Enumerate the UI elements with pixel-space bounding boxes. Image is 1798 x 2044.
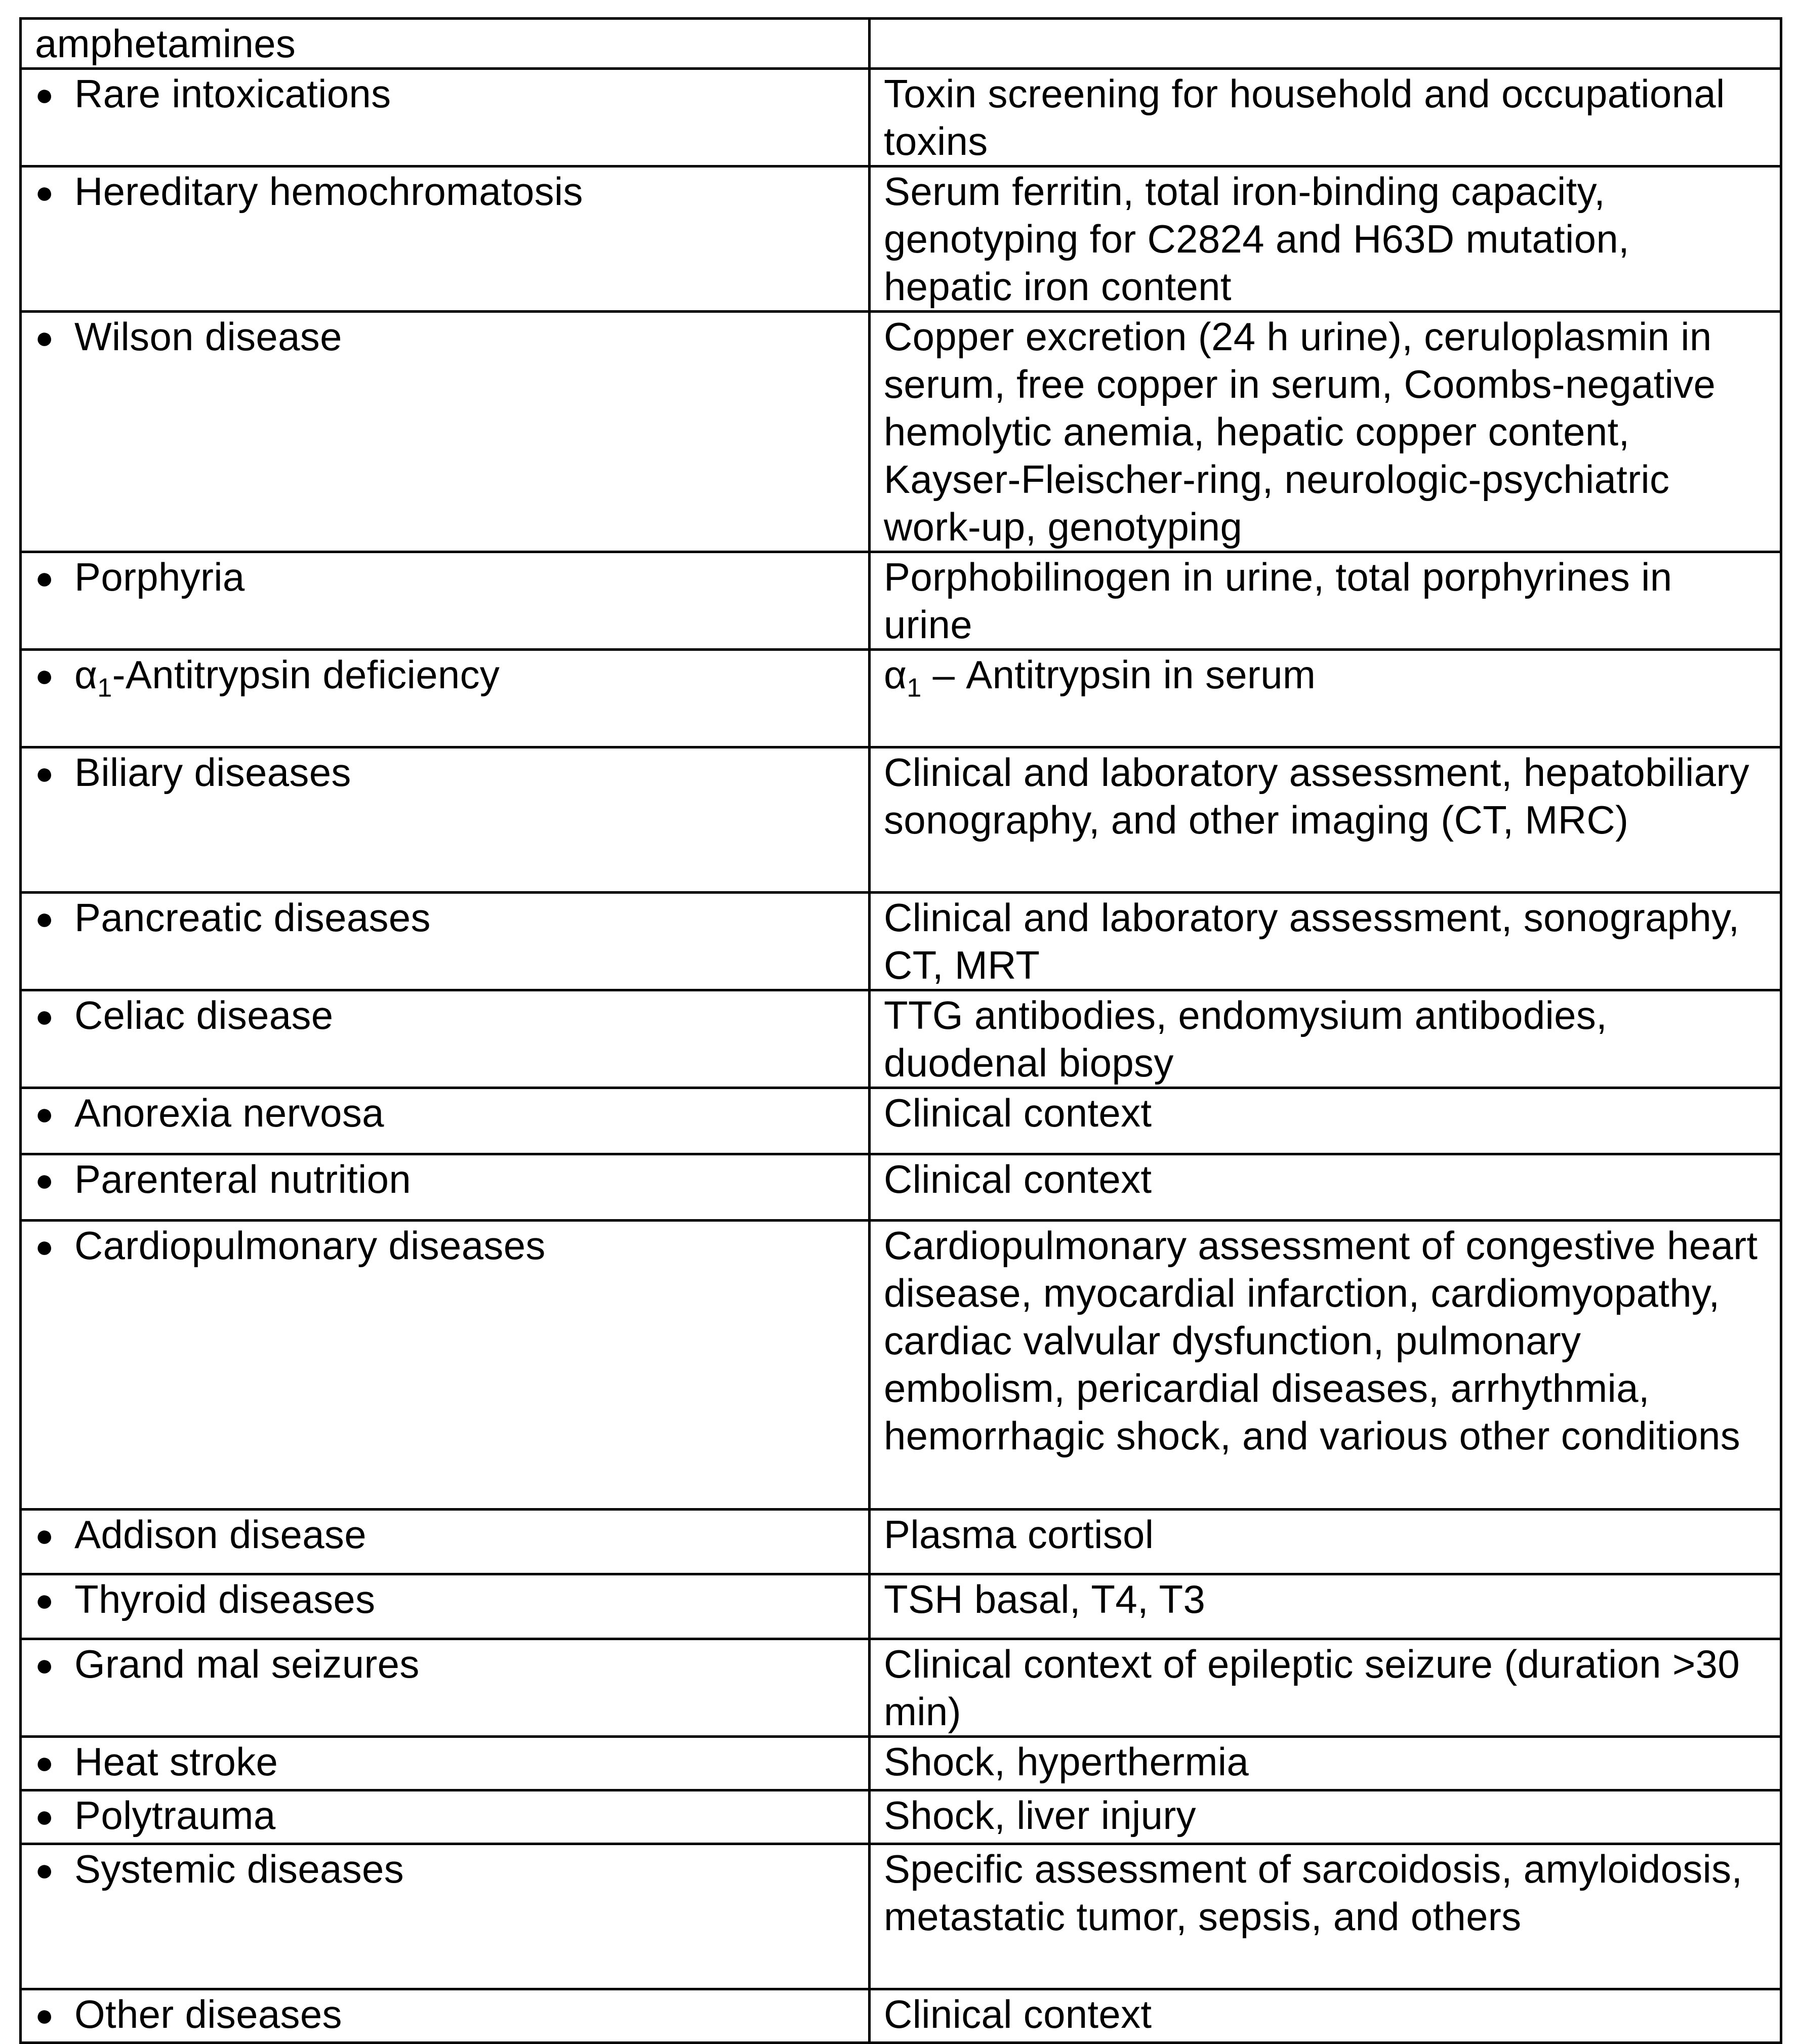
workup-text: – Antitrypsin in serum	[921, 652, 1316, 697]
table-cell-workup	[870, 1221, 1781, 1510]
condition-label: Addison disease	[74, 1512, 366, 1557]
condition-label: Heat stroke	[74, 1739, 278, 1784]
bullet-icon	[35, 168, 74, 219]
table-cell-condition	[21, 1088, 870, 1154]
condition-label: Porphyria	[74, 555, 245, 599]
table-cell-workup	[870, 166, 1781, 312]
table-cell-condition	[21, 552, 870, 650]
alpha-symbol: α	[884, 652, 907, 697]
diagnostic-table	[19, 17, 1782, 2044]
bullet-icon	[35, 1511, 74, 1562]
workup-text: TTG antibodies, endomysium antibodies, duodenal biopsy	[884, 993, 1608, 1085]
condition-label: Systemic diseases	[74, 1847, 404, 1891]
bullet-icon	[35, 1222, 74, 1273]
table-cell-workup	[870, 990, 1781, 1088]
table-row	[21, 1639, 1781, 1737]
table-cell-workup	[870, 893, 1781, 990]
workup-text: Clinical and laboratory assessment, hepatobiliary sonography, and other imaging (CT, MRC)	[884, 750, 1749, 842]
table-cell-workup	[870, 747, 1781, 893]
workup-text: Clinical context of epileptic seizure (duration >30 min)	[884, 1642, 1740, 1734]
table-row	[21, 1844, 1781, 1989]
table-row	[21, 1510, 1781, 1574]
bullet-icon	[35, 1575, 74, 1626]
table-row	[21, 19, 1781, 69]
table-row	[21, 893, 1781, 990]
table-cell-condition	[21, 1221, 870, 1510]
table-row	[21, 312, 1781, 552]
condition-label: Pancreatic diseases	[74, 895, 431, 940]
condition-label: Thyroid diseases	[74, 1577, 376, 1621]
table-cell-workup	[870, 1574, 1781, 1639]
bullet-icon	[35, 1640, 74, 1691]
table-cell-condition	[21, 1510, 870, 1574]
bullet-icon	[35, 1089, 74, 1140]
workup-text: Clinical context	[884, 1992, 1152, 2036]
table-cell-workup	[870, 650, 1781, 747]
condition-label: Celiac disease	[74, 993, 334, 1037]
table-cell-condition	[21, 1574, 870, 1639]
bullet-icon	[35, 748, 74, 800]
table-cell-condition	[21, 893, 870, 990]
table-cell-condition	[21, 990, 870, 1088]
subscript-one: 1	[907, 673, 922, 703]
workup-text: Specific assessment of sarcoidosis, amyloidosis, metastatic tumor, sepsis, and others	[884, 1847, 1743, 1939]
bullet-icon	[35, 313, 74, 364]
bullet-icon	[35, 1738, 74, 1789]
bullet-icon	[35, 1791, 74, 1843]
table-cell-workup	[870, 1989, 1781, 2043]
condition-label: Anorexia nervosa	[74, 1091, 384, 1135]
workup-text: Cardiopulmonary assessment of congestive heart disease, myocardial infarction, cardiomyopathy, cardiac valvular dysfunction, pulmonary embolism, pericardial diseases, arrhythmia, hemorrhagic shock, and various other conditions	[884, 1223, 1758, 1458]
workup-text: Clinical context	[884, 1091, 1152, 1135]
table-cell-workup	[870, 1844, 1781, 1989]
table-row	[21, 747, 1781, 893]
workup-text: Plasma cortisol	[884, 1512, 1154, 1557]
condition-label: Hereditary hemochromatosis	[74, 169, 583, 214]
condition-label: Biliary diseases	[74, 750, 351, 795]
workup-text: Clinical context	[884, 1157, 1152, 1201]
table-cell-condition	[21, 1639, 870, 1737]
table-row	[21, 1088, 1781, 1154]
condition-label: Other diseases	[74, 1992, 342, 2036]
alpha-symbol: α	[74, 652, 98, 697]
table-row	[21, 166, 1781, 312]
table-cell-workup	[870, 69, 1781, 166]
condition-label: Polytrauma	[74, 1793, 276, 1838]
table-cell-condition	[21, 69, 870, 166]
workup-text: Copper excretion (24 h urine), ceruloplasmin in serum, free copper in serum, Coombs-negative hemolytic anemia, hepatic copper content, Kayser-Fleischer-ring, neurologic-psychiatric work-up, genotyping	[884, 314, 1716, 549]
table-row	[21, 1221, 1781, 1510]
table-cell-condition	[21, 1790, 870, 1844]
condition-label: amphetamines	[35, 21, 296, 66]
condition-label: -Antitrypsin deficiency	[112, 652, 500, 697]
table-cell-condition	[21, 1737, 870, 1790]
condition-label: Cardiopulmonary diseases	[74, 1223, 546, 1268]
table-cell-condition	[21, 312, 870, 552]
workup-text: Toxin screening for household and occupational toxins	[884, 71, 1725, 163]
table-row	[21, 1790, 1781, 1844]
table-row	[21, 1989, 1781, 2043]
table-cell-workup	[870, 1639, 1781, 1737]
workup-text: Shock, hyperthermia	[884, 1739, 1249, 1784]
table-row	[21, 650, 1781, 747]
subscript-one: 1	[97, 673, 112, 703]
bullet-icon	[35, 1155, 74, 1206]
table-cell-condition	[21, 19, 870, 69]
table-cell-condition	[21, 650, 870, 747]
table-cell-workup	[870, 19, 1781, 69]
workup-text: Clinical and laboratory assessment, sonography, CT, MRT	[884, 895, 1740, 987]
bullet-icon	[35, 1845, 74, 1896]
condition-label: Grand mal seizures	[74, 1642, 420, 1686]
table-cell-condition	[21, 747, 870, 893]
table-cell-workup	[870, 1088, 1781, 1154]
table-cell-workup	[870, 1154, 1781, 1221]
table-cell-workup	[870, 1790, 1781, 1844]
workup-text: Serum ferritin, total iron-binding capacity, genotyping for C2824 and H63D mutation, hepatic iron content	[884, 169, 1629, 309]
bullet-icon	[35, 1990, 74, 2041]
table-cell-workup	[870, 1737, 1781, 1790]
table-row	[21, 1154, 1781, 1221]
table-cell-workup	[870, 552, 1781, 650]
workup-text: TSH basal, T4, T3	[884, 1577, 1206, 1621]
table-row	[21, 552, 1781, 650]
table-cell-workup	[870, 312, 1781, 552]
bullet-icon	[35, 894, 74, 945]
workup-text: Porphobilinogen in urine, total porphyrines in urine	[884, 555, 1672, 647]
workup-text: Shock, liver injury	[884, 1793, 1196, 1838]
bullet-icon	[35, 553, 74, 604]
table-cell-condition	[21, 1154, 870, 1221]
table-row	[21, 1737, 1781, 1790]
table-row	[21, 69, 1781, 166]
table-row	[21, 990, 1781, 1088]
table-cell-condition	[21, 1844, 870, 1989]
condition-label: Rare intoxications	[74, 71, 391, 116]
bullet-icon	[35, 651, 74, 702]
bullet-icon	[35, 991, 74, 1042]
table-row	[21, 1574, 1781, 1639]
condition-label: Parenteral nutrition	[74, 1157, 412, 1201]
condition-label: Wilson disease	[74, 314, 342, 359]
bullet-icon	[35, 70, 74, 121]
table-cell-condition	[21, 166, 870, 312]
table-cell-workup	[870, 1510, 1781, 1574]
table-cell-condition	[21, 1989, 870, 2043]
